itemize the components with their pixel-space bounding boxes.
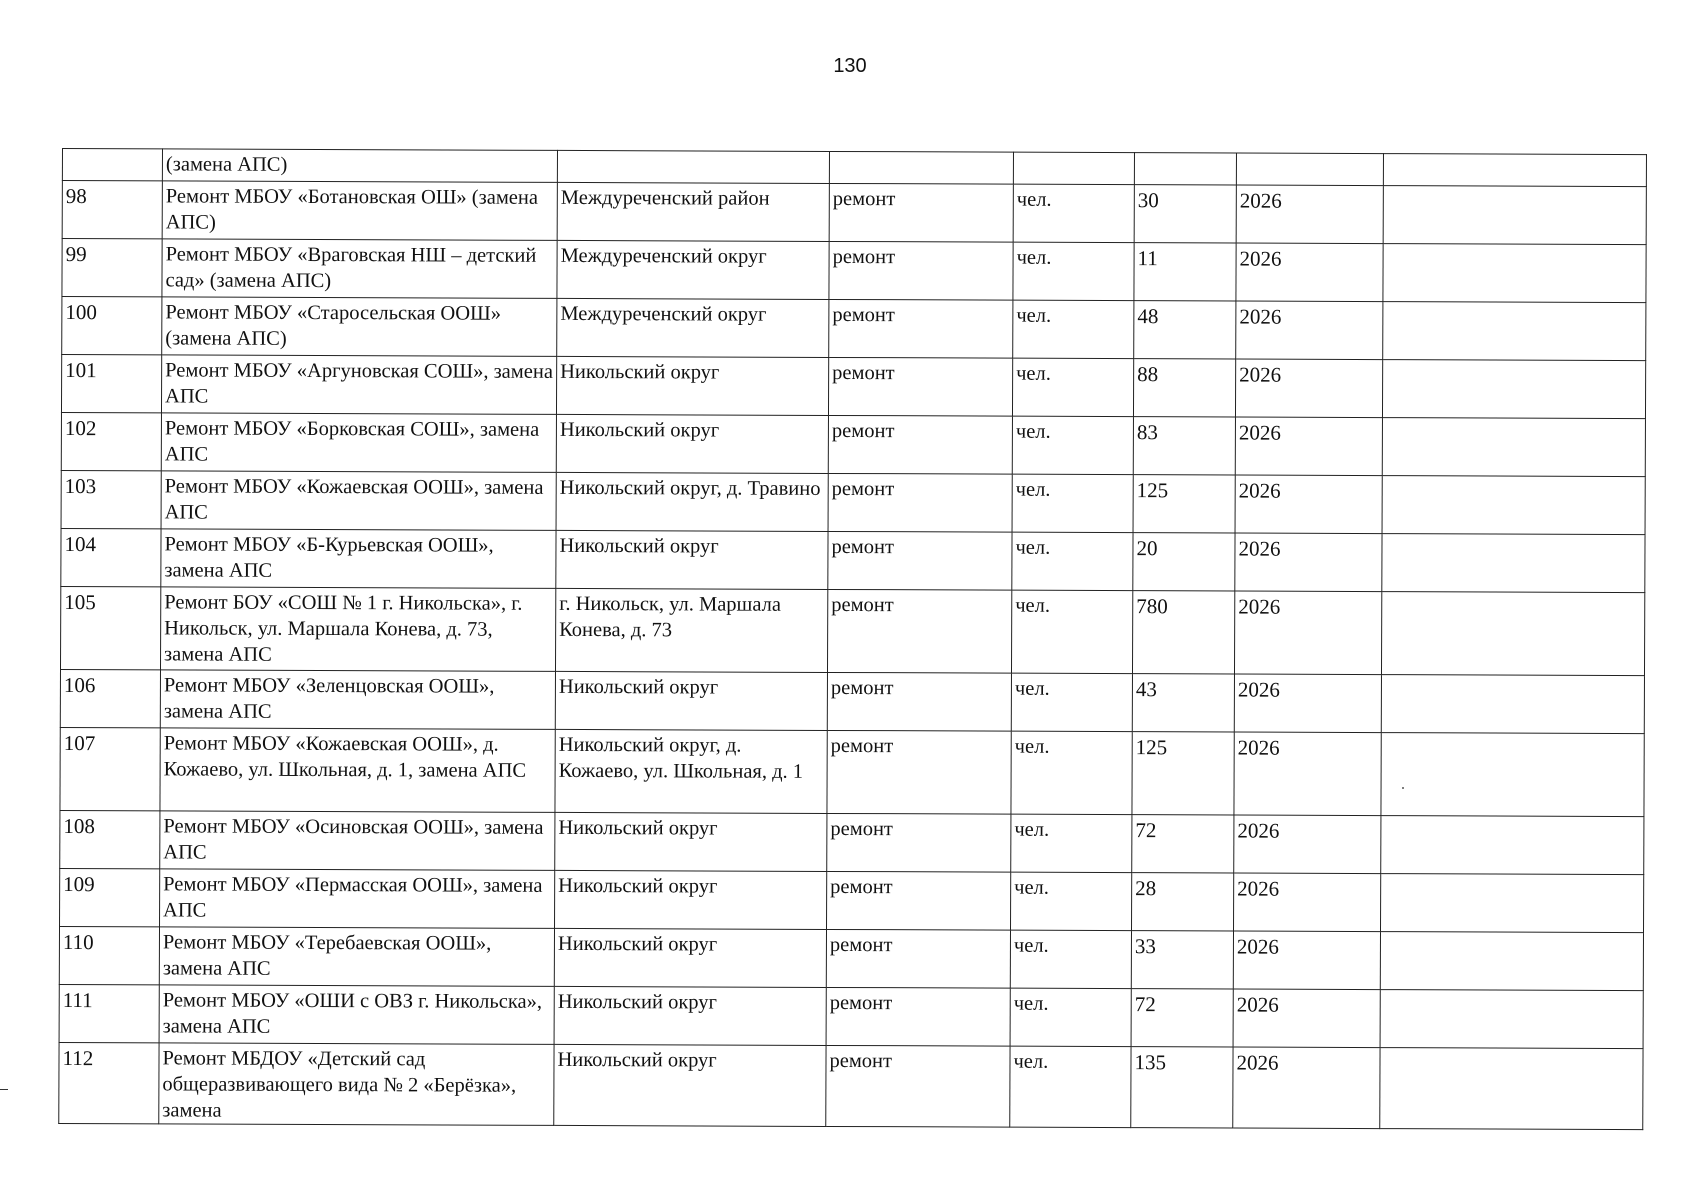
cell-quantity: 135 — [1131, 1047, 1233, 1128]
cell-title: Ремонт МБДОУ «Детский сад общеразвивающего вида № 2 «Берёзка», замена — [159, 1043, 554, 1126]
cell-unit: чел. — [1012, 532, 1133, 590]
cell-number: 104 — [61, 528, 161, 586]
cell-note — [1382, 418, 1645, 477]
cell-title: (замена АПС) — [162, 149, 557, 183]
cell-year: 2026 — [1236, 185, 1383, 244]
cell-quantity: 88 — [1133, 359, 1235, 417]
cell-title: Ремонт МБОУ «Кожаевская ООШ», замена АПС — [161, 471, 556, 531]
cell-note — [1382, 534, 1645, 593]
table-row — [60, 669, 1644, 733]
cell-location — [557, 150, 829, 183]
cell-number: 109 — [60, 868, 160, 926]
cell-title: Ремонт МБОУ «Пермасская ООШ», замена АПС — [160, 869, 555, 929]
cell-title: Ремонт МБОУ «ОШИ с ОВЗ г. Никольска», замена АПС — [159, 985, 554, 1045]
cell-quantity — [1134, 153, 1236, 185]
cell-number: 103 — [61, 470, 161, 528]
cell-work-type: ремонт — [829, 241, 1013, 300]
cell-note — [1381, 592, 1644, 676]
cell-location: Никольский округ — [555, 870, 827, 929]
cell-year: 2026 — [1236, 243, 1383, 302]
cell-unit: чел. — [1011, 590, 1132, 673]
cell-note — [1381, 675, 1644, 734]
cell-note — [1383, 186, 1646, 245]
cell-year: 2026 — [1234, 815, 1381, 874]
cell-location: Никольский округ, д. Кожаево, ул. Школьная, д. 1 — [555, 729, 827, 813]
cell-quantity: 43 — [1132, 674, 1234, 732]
cell-number: 101 — [61, 355, 161, 413]
table-row — [59, 1042, 1643, 1129]
cell-unit: чел. — [1013, 242, 1134, 300]
cell-title: Ремонт МБОУ «Осиновская ООШ», замена АПС — [160, 811, 555, 871]
cell-title: Ремонт МБОУ «Старосельская ООШ» (замена АПС) — [162, 297, 557, 357]
cell-location: Никольский округ — [555, 671, 827, 730]
cell-quantity: 20 — [1133, 533, 1235, 591]
cell-number: 111 — [59, 984, 159, 1042]
cell-quantity: 780 — [1132, 591, 1234, 674]
table-body — [59, 149, 1647, 1130]
cell-location: Никольский округ — [554, 1044, 826, 1126]
cell-location: Никольский округ — [556, 530, 828, 589]
cell-number: 99 — [62, 239, 162, 297]
cell-title: Ремонт МБОУ «Теребаевская ООШ», замена АПС — [159, 927, 554, 987]
cell-unit: чел. — [1012, 416, 1133, 474]
cell-title: Ремонт МБОУ «Б-Курьевская ООШ», замена АПС — [161, 529, 556, 589]
table-row — [59, 926, 1643, 990]
cell-quantity: 28 — [1132, 873, 1234, 931]
cell-quantity: 125 — [1132, 732, 1234, 815]
cell-unit: чел. — [1012, 358, 1133, 416]
cell-location: Междуреченский район — [557, 182, 829, 241]
cell-number: 102 — [61, 412, 161, 470]
cell-work-type: ремонт — [829, 183, 1013, 242]
table-row — [60, 868, 1644, 932]
table-row — [61, 355, 1645, 419]
cell-year: 2026 — [1235, 533, 1382, 592]
cell-title: Ремонт МБОУ «Кожаевская ООШ», д. Кожаево, ул. Школьная, д. 1, замена АПС — [160, 728, 555, 813]
cell-location: Никольский округ — [556, 356, 828, 415]
cell-quantity: 125 — [1133, 475, 1235, 533]
cell-work-type: ремонт — [827, 730, 1011, 814]
cell-work-type: ремонт — [827, 813, 1011, 872]
cell-year: 2026 — [1234, 732, 1381, 816]
cell-unit: чел. — [1013, 300, 1134, 358]
cell-location: Междуреченский округ — [557, 298, 829, 357]
cell-quantity: 30 — [1134, 185, 1236, 243]
cell-number: 100 — [62, 297, 162, 355]
cell-year: 2026 — [1233, 931, 1380, 990]
cell-unit: чел. — [1011, 872, 1132, 930]
table-row — [60, 727, 1644, 816]
cell-quantity: 48 — [1134, 301, 1236, 359]
table-row — [62, 181, 1646, 245]
cell-location: Никольский округ — [556, 414, 828, 473]
cell-title: Ремонт МБОУ «Аргуновская СОШ», замена АПС — [161, 355, 556, 415]
cell-number — [62, 149, 162, 181]
cell-year: 2026 — [1235, 417, 1382, 476]
cell-year: 2026 — [1234, 591, 1381, 675]
cell-note — [1382, 476, 1645, 535]
table-row — [61, 528, 1645, 592]
repair-table — [58, 148, 1647, 1130]
cell-work-type: ремонт — [829, 299, 1013, 358]
cell-year: 2026 — [1234, 873, 1381, 932]
cell-unit — [1013, 152, 1134, 184]
cell-work-type: ремонт — [828, 473, 1012, 532]
margin-mark — [0, 1089, 8, 1090]
cell-title: Ремонт МБОУ «Враговская НШ – детский сад» (замена АПС) — [162, 239, 557, 299]
cell-unit: чел. — [1010, 988, 1131, 1046]
cell-work-type: ремонт — [826, 987, 1010, 1046]
cell-year: 2026 — [1235, 359, 1382, 418]
page-number: 130 — [833, 55, 867, 77]
table-row — [59, 984, 1643, 1048]
table-row — [62, 239, 1646, 303]
cell-note — [1380, 990, 1643, 1049]
cell-year: 2026 — [1233, 989, 1380, 1048]
cell-unit: чел. — [1011, 814, 1132, 872]
cell-note — [1383, 244, 1646, 303]
cell-location: г. Никольск, ул. Маршала Конева, д. 73 — [555, 588, 827, 672]
cell-year: 2026 — [1236, 301, 1383, 360]
cell-location: Никольский округ — [554, 986, 826, 1045]
cell-work-type — [829, 151, 1013, 184]
cell-work-type: ремонт — [827, 589, 1011, 673]
cell-number: 110 — [59, 926, 159, 984]
cell-work-type: ремонт — [828, 531, 1012, 590]
cell-title: Ремонт БОУ «СОШ № 1 г. Никольска», г. Никольск, ул. Маршала Конева, д. 73, замена АПС — [160, 587, 555, 672]
cell-unit: чел. — [1011, 731, 1132, 814]
cell-number: 107 — [60, 727, 160, 810]
cell-work-type: ремонт — [826, 929, 1010, 988]
cell-number: 106 — [60, 669, 160, 727]
cell-work-type: ремонт — [827, 672, 1011, 731]
cell-location: Никольский округ — [555, 812, 827, 871]
cell-quantity: 72 — [1131, 989, 1233, 1047]
cell-number: 108 — [60, 810, 160, 868]
cell-number: 112 — [59, 1042, 159, 1123]
cell-note — [1381, 874, 1644, 933]
cell-year: 2026 — [1235, 475, 1382, 534]
table-row — [61, 470, 1645, 534]
table-row — [60, 586, 1644, 675]
cell-quantity: 83 — [1133, 417, 1235, 475]
cell-unit: чел. — [1010, 930, 1131, 988]
cell-number: 105 — [60, 586, 160, 669]
cell-unit: чел. — [1011, 673, 1132, 731]
cell-quantity: 72 — [1132, 815, 1234, 873]
cell-year: 2026 — [1234, 674, 1381, 733]
cell-note — [1381, 733, 1644, 817]
cell-title: Ремонт МБОУ «Зеленцовская ООШ», замена АПС — [160, 670, 555, 730]
cell-number: 98 — [62, 181, 162, 239]
cell-quantity: 11 — [1134, 243, 1236, 301]
cell-note — [1382, 360, 1645, 419]
cell-year — [1236, 153, 1383, 186]
table-row — [61, 412, 1645, 476]
cell-note — [1381, 816, 1644, 875]
cell-note — [1383, 154, 1646, 187]
table-row — [60, 810, 1644, 874]
table-row — [62, 297, 1646, 361]
cell-note — [1380, 932, 1643, 991]
cell-unit: чел. — [1013, 184, 1134, 242]
cell-location: Никольский округ — [554, 928, 826, 987]
cell-work-type: ремонт — [827, 871, 1011, 930]
cell-unit: чел. — [1010, 1046, 1131, 1127]
cell-note — [1383, 302, 1646, 361]
cell-title: Ремонт МБОУ «Ботановская ОШ» (замена АПС) — [162, 181, 557, 241]
cell-note — [1380, 1048, 1643, 1130]
cell-location: Никольский округ, д. Травино — [556, 472, 828, 531]
cell-location: Междуреченский округ — [557, 240, 829, 299]
cell-quantity: 33 — [1131, 931, 1233, 989]
cell-work-type: ремонт — [828, 357, 1012, 416]
cell-title: Ремонт МБОУ «Борковская СОШ», замена АПС — [161, 413, 556, 473]
cell-work-type: ремонт — [828, 415, 1012, 474]
cell-unit: чел. — [1012, 474, 1133, 532]
cell-year: 2026 — [1233, 1047, 1380, 1129]
cell-work-type: ремонт — [826, 1045, 1010, 1127]
